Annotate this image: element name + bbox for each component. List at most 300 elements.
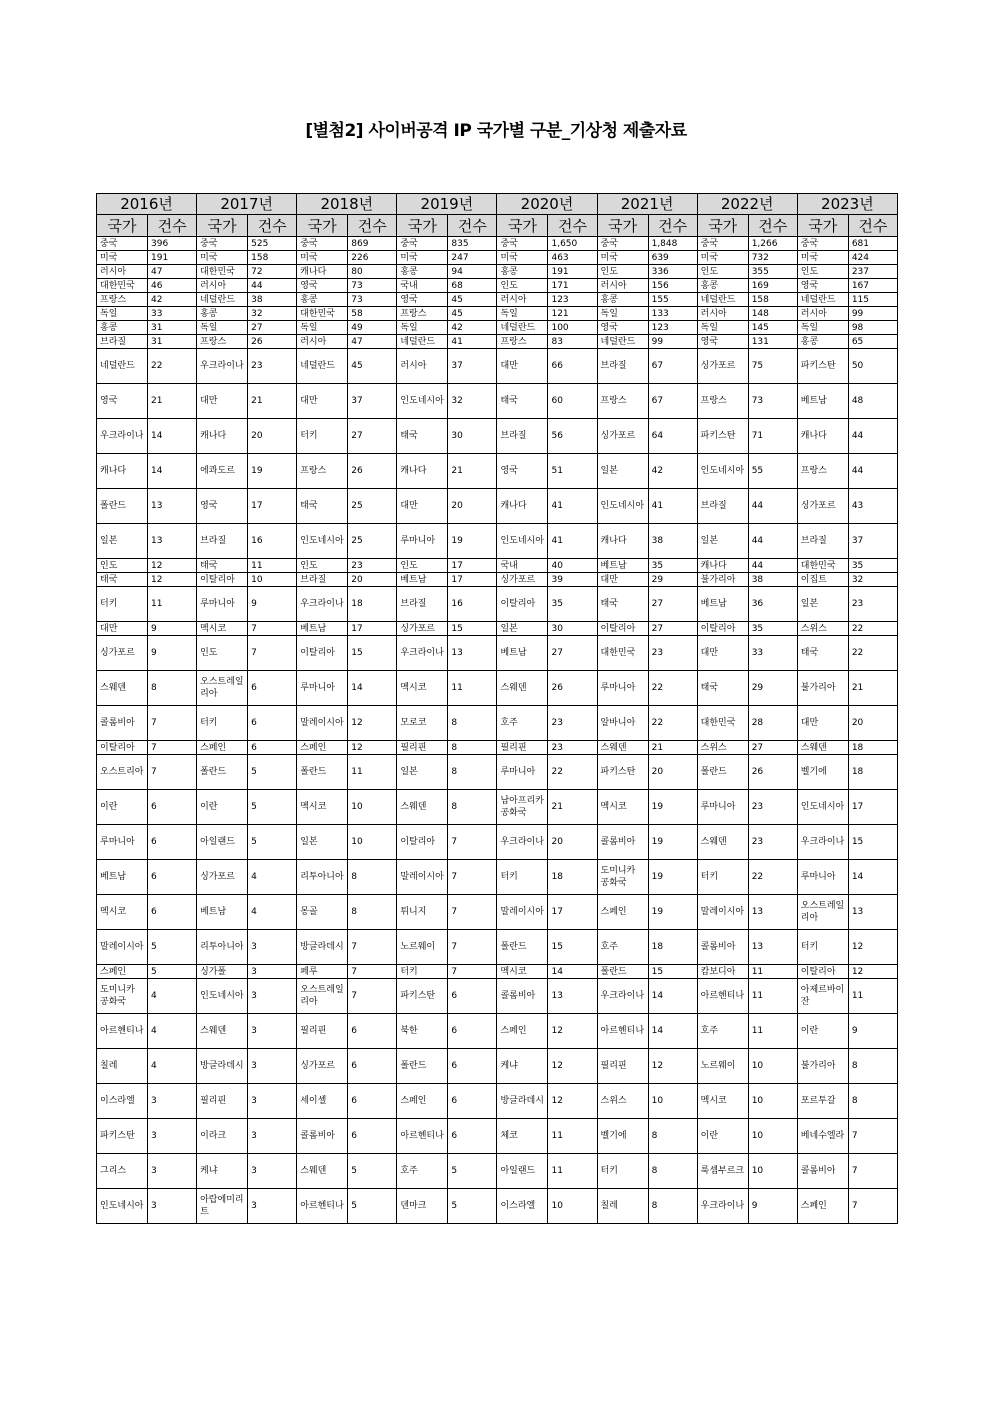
count-cell: 6 — [248, 741, 297, 755]
count-cell: 13 — [148, 524, 197, 559]
country-cell: 베트남 — [697, 587, 748, 622]
count-cell: 37 — [348, 384, 397, 419]
count-cell: 10 — [348, 790, 397, 825]
country-cell: 케냐 — [497, 1049, 548, 1084]
country-cell: 캐나다 — [697, 559, 748, 573]
country-cell: 베트남 — [397, 573, 448, 587]
country-cell: 콜롬비아 — [597, 825, 648, 860]
country-cell: 베트남 — [797, 384, 848, 419]
country-cell: 태국 — [97, 573, 148, 587]
year-header: 2023년 — [797, 194, 897, 215]
count-cell: 6 — [448, 979, 497, 1014]
country-cell: 영국 — [797, 279, 848, 293]
count-cell: 17 — [448, 559, 497, 573]
country-cell: 스웨덴 — [797, 741, 848, 755]
count-cell: 6 — [448, 1084, 497, 1119]
count-cell: 15 — [548, 930, 597, 965]
count-cell: 1,650 — [548, 237, 597, 251]
count-cell: 32 — [248, 307, 297, 321]
country-cell: 이탈리아 — [797, 965, 848, 979]
country-column-header: 국가 — [297, 215, 348, 237]
count-cell: 1,266 — [748, 237, 797, 251]
country-cell: 인도네시아 — [597, 489, 648, 524]
table-row — [97, 489, 898, 524]
count-cell: 1,848 — [648, 237, 697, 251]
count-cell: 13 — [448, 636, 497, 671]
country-cell: 우크라이나 — [197, 349, 248, 384]
country-cell: 싱가포르 — [397, 622, 448, 636]
country-cell: 대만 — [97, 622, 148, 636]
count-cell: 3 — [248, 965, 297, 979]
country-cell: 프랑스 — [297, 454, 348, 489]
count-cell: 56 — [548, 419, 597, 454]
count-cell: 3 — [248, 1119, 297, 1154]
country-cell: 리투아니아 — [297, 860, 348, 895]
count-cell: 158 — [748, 293, 797, 307]
country-cell: 인도 — [97, 559, 148, 573]
table-row — [97, 587, 898, 622]
country-cell: 스페인 — [597, 895, 648, 930]
country-cell: 일본 — [397, 755, 448, 790]
country-cell: 스웨덴 — [197, 1014, 248, 1049]
table-row — [97, 1119, 898, 1154]
count-cell: 14 — [148, 454, 197, 489]
count-cell: 40 — [548, 559, 597, 573]
count-cell: 424 — [848, 251, 897, 265]
country-ip-table — [96, 193, 898, 1224]
count-cell: 73 — [748, 384, 797, 419]
count-cell: 7 — [148, 755, 197, 790]
country-cell: 오스트레일리아 — [197, 671, 248, 706]
country-cell: 아랍에미리트 — [197, 1189, 248, 1224]
year-header: 2016년 — [97, 194, 197, 215]
country-cell: 러시아 — [197, 279, 248, 293]
count-column-header: 건수 — [148, 215, 197, 237]
count-cell: 3 — [248, 1189, 297, 1224]
country-cell: 인도네시아 — [97, 1189, 148, 1224]
country-cell: 터키 — [97, 587, 148, 622]
country-cell: 루마니아 — [597, 671, 648, 706]
country-cell: 네덜란드 — [497, 321, 548, 335]
count-cell: 5 — [148, 930, 197, 965]
count-cell: 25 — [348, 489, 397, 524]
country-cell: 홍콩 — [797, 335, 848, 349]
country-cell: 스페인 — [97, 965, 148, 979]
table-row — [97, 1084, 898, 1119]
country-cell: 방글라데시 — [497, 1084, 548, 1119]
country-cell: 홍콩 — [197, 307, 248, 321]
count-cell: 6 — [148, 860, 197, 895]
country-cell: 캐나다 — [397, 454, 448, 489]
country-cell: 네덜란드 — [597, 335, 648, 349]
count-cell: 15 — [848, 825, 897, 860]
count-cell: 20 — [248, 419, 297, 454]
country-cell: 일본 — [797, 587, 848, 622]
count-cell: 20 — [448, 489, 497, 524]
count-cell: 525 — [248, 237, 297, 251]
table-row — [97, 1189, 898, 1224]
table-row — [97, 419, 898, 454]
count-cell: 21 — [548, 790, 597, 825]
country-cell: 독일 — [597, 307, 648, 321]
count-cell: 10 — [748, 1084, 797, 1119]
table-body — [97, 237, 898, 1224]
count-cell: 3 — [248, 1154, 297, 1189]
country-cell: 루마니아 — [697, 790, 748, 825]
count-cell: 99 — [848, 307, 897, 321]
count-cell: 3 — [148, 1119, 197, 1154]
country-cell: 캐나다 — [597, 524, 648, 559]
country-cell: 태국 — [597, 587, 648, 622]
table-row — [97, 636, 898, 671]
country-cell: 터키 — [497, 860, 548, 895]
country-cell: 홍콩 — [497, 265, 548, 279]
country-cell: 러시아 — [797, 307, 848, 321]
country-cell: 영국 — [197, 489, 248, 524]
year-header: 2021년 — [597, 194, 697, 215]
country-cell: 도미니카 공화국 — [597, 860, 648, 895]
country-cell: 브라질 — [197, 524, 248, 559]
country-cell: 터키 — [597, 1154, 648, 1189]
country-cell: 오스트레일리아 — [797, 895, 848, 930]
count-cell: 11 — [548, 1119, 597, 1154]
count-cell: 7 — [248, 636, 297, 671]
count-cell: 18 — [548, 860, 597, 895]
count-cell: 28 — [748, 706, 797, 741]
count-cell: 27 — [248, 321, 297, 335]
country-cell: 네덜란드 — [197, 293, 248, 307]
country-cell: 벨기에 — [797, 755, 848, 790]
country-cell: 싱가포르 — [797, 489, 848, 524]
count-cell: 3 — [148, 1084, 197, 1119]
country-cell: 러시아 — [97, 265, 148, 279]
country-cell: 불가리아 — [697, 573, 748, 587]
count-cell: 17 — [548, 895, 597, 930]
table-row — [97, 825, 898, 860]
count-cell: 869 — [348, 237, 397, 251]
count-cell: 9 — [148, 622, 197, 636]
country-cell: 대한민국 — [597, 636, 648, 671]
country-cell: 아제르바이잔 — [797, 979, 848, 1014]
count-cell: 5 — [448, 1189, 497, 1224]
country-cell: 파키스탄 — [97, 1119, 148, 1154]
country-cell: 러시아 — [497, 293, 548, 307]
country-cell: 프랑스 — [597, 384, 648, 419]
count-cell: 20 — [548, 825, 597, 860]
table-row — [97, 1154, 898, 1189]
country-cell: 영국 — [597, 321, 648, 335]
count-cell: 14 — [848, 860, 897, 895]
country-cell: 루마니아 — [197, 587, 248, 622]
country-cell: 모로코 — [397, 706, 448, 741]
count-cell: 8 — [148, 671, 197, 706]
country-cell: 방글라데시 — [297, 930, 348, 965]
country-cell: 인도네시아 — [697, 454, 748, 489]
count-cell: 11 — [348, 755, 397, 790]
country-cell: 인도 — [197, 636, 248, 671]
country-cell: 칠레 — [597, 1189, 648, 1224]
country-cell: 브라질 — [497, 419, 548, 454]
count-cell: 12 — [648, 1049, 697, 1084]
count-cell: 25 — [348, 524, 397, 559]
count-cell: 27 — [748, 741, 797, 755]
count-cell: 3 — [248, 1014, 297, 1049]
count-cell: 18 — [848, 741, 897, 755]
country-cell: 태국 — [397, 419, 448, 454]
country-cell: 대한민국 — [697, 706, 748, 741]
count-cell: 8 — [348, 860, 397, 895]
count-cell: 10 — [548, 1189, 597, 1224]
count-cell: 121 — [548, 307, 597, 321]
count-cell: 355 — [748, 265, 797, 279]
country-cell: 이탈리아 — [397, 825, 448, 860]
count-cell: 12 — [548, 1049, 597, 1084]
country-cell: 인도 — [297, 559, 348, 573]
country-cell: 아일랜드 — [497, 1154, 548, 1189]
country-cell: 일본 — [497, 622, 548, 636]
country-cell: 네덜란드 — [97, 349, 148, 384]
country-cell: 멕시코 — [197, 622, 248, 636]
country-cell: 체코 — [497, 1119, 548, 1154]
country-cell: 콜롬비아 — [797, 1154, 848, 1189]
count-cell: 16 — [248, 524, 297, 559]
count-cell: 15 — [448, 622, 497, 636]
count-cell: 463 — [548, 251, 597, 265]
table-row — [97, 279, 898, 293]
country-cell: 브라질 — [797, 524, 848, 559]
count-cell: 23 — [348, 559, 397, 573]
country-cell: 미국 — [697, 251, 748, 265]
country-cell: 루마니아 — [97, 825, 148, 860]
count-cell: 8 — [448, 741, 497, 755]
count-cell: 18 — [648, 930, 697, 965]
count-cell: 336 — [648, 265, 697, 279]
country-cell: 스웨덴 — [97, 671, 148, 706]
country-cell: 영국 — [397, 293, 448, 307]
country-cell: 루마니아 — [397, 524, 448, 559]
country-cell: 폴란드 — [197, 755, 248, 790]
table-row — [97, 895, 898, 930]
country-cell: 이란 — [97, 790, 148, 825]
count-cell: 14 — [548, 965, 597, 979]
country-cell: 인도네시아 — [797, 790, 848, 825]
count-cell: 12 — [348, 741, 397, 755]
country-column-header: 국가 — [397, 215, 448, 237]
country-cell: 아르헨티나 — [297, 1189, 348, 1224]
count-cell: 396 — [148, 237, 197, 251]
country-cell: 스위스 — [697, 741, 748, 755]
country-cell: 남아프리카 공화국 — [497, 790, 548, 825]
count-cell: 15 — [648, 965, 697, 979]
country-cell: 베트남 — [497, 636, 548, 671]
country-cell: 이라크 — [197, 1119, 248, 1154]
country-cell: 국내 — [497, 559, 548, 573]
country-cell: 인도네시아 — [497, 524, 548, 559]
count-cell: 835 — [448, 237, 497, 251]
count-cell: 22 — [748, 860, 797, 895]
country-cell: 노르웨이 — [697, 1049, 748, 1084]
country-cell: 파키스탄 — [697, 419, 748, 454]
country-cell: 호주 — [497, 706, 548, 741]
country-cell: 호주 — [697, 1014, 748, 1049]
count-cell: 3 — [248, 1049, 297, 1084]
country-cell: 말레이시아 — [497, 895, 548, 930]
country-cell: 파키스탄 — [397, 979, 448, 1014]
country-cell: 독일 — [97, 307, 148, 321]
country-column-header: 국가 — [497, 215, 548, 237]
count-cell: 11 — [748, 1014, 797, 1049]
table-row — [97, 930, 898, 965]
count-cell: 73 — [348, 279, 397, 293]
country-cell: 대만 — [497, 349, 548, 384]
country-column-header: 국가 — [197, 215, 248, 237]
count-cell: 12 — [548, 1014, 597, 1049]
country-cell: 캄보디아 — [697, 965, 748, 979]
country-cell: 불가리아 — [797, 671, 848, 706]
count-cell: 11 — [448, 671, 497, 706]
count-cell: 6 — [348, 1084, 397, 1119]
country-cell: 필리핀 — [397, 741, 448, 755]
count-cell: 12 — [848, 930, 897, 965]
count-cell: 99 — [648, 335, 697, 349]
count-cell: 7 — [148, 706, 197, 741]
count-cell: 9 — [248, 587, 297, 622]
country-cell: 태국 — [697, 671, 748, 706]
count-cell: 5 — [248, 755, 297, 790]
count-cell: 6 — [348, 1049, 397, 1084]
country-cell: 홍콩 — [597, 293, 648, 307]
country-cell: 몽골 — [297, 895, 348, 930]
count-cell: 33 — [148, 307, 197, 321]
count-cell: 155 — [648, 293, 697, 307]
country-cell: 독일 — [397, 321, 448, 335]
country-cell: 대만 — [797, 706, 848, 741]
country-cell: 필리핀 — [197, 1084, 248, 1119]
country-cell: 프랑스 — [497, 335, 548, 349]
country-cell: 대한민국 — [297, 307, 348, 321]
count-cell: 13 — [148, 489, 197, 524]
country-cell: 브라질 — [597, 349, 648, 384]
country-cell: 이탈리아 — [497, 587, 548, 622]
table-row — [97, 293, 898, 307]
country-cell: 브라질 — [397, 587, 448, 622]
table-row — [97, 1014, 898, 1049]
count-cell: 7 — [848, 1119, 897, 1154]
country-cell: 인도네시아 — [297, 524, 348, 559]
count-cell: 3 — [148, 1189, 197, 1224]
country-cell: 러시아 — [697, 307, 748, 321]
count-column-header: 건수 — [248, 215, 297, 237]
count-cell: 46 — [148, 279, 197, 293]
country-cell: 아르헨티나 — [97, 1014, 148, 1049]
country-cell: 인도네시아 — [197, 979, 248, 1014]
country-cell: 멕시코 — [497, 965, 548, 979]
country-cell: 대한민국 — [97, 279, 148, 293]
count-cell: 7 — [348, 930, 397, 965]
country-cell: 페루 — [297, 965, 348, 979]
country-cell: 인도 — [797, 265, 848, 279]
country-cell: 멕시코 — [697, 1084, 748, 1119]
count-cell: 17 — [848, 790, 897, 825]
count-cell: 6 — [248, 671, 297, 706]
country-cell: 스페인 — [797, 1189, 848, 1224]
count-cell: 37 — [448, 349, 497, 384]
count-cell: 19 — [448, 524, 497, 559]
table-row — [97, 265, 898, 279]
country-cell: 북한 — [397, 1014, 448, 1049]
country-cell: 우크라이나 — [97, 419, 148, 454]
count-cell: 30 — [448, 419, 497, 454]
country-cell: 이스라엘 — [497, 1189, 548, 1224]
count-cell: 38 — [248, 293, 297, 307]
count-cell: 11 — [548, 1154, 597, 1189]
country-cell: 스위스 — [797, 622, 848, 636]
count-cell: 27 — [648, 622, 697, 636]
count-cell: 8 — [648, 1189, 697, 1224]
count-cell: 50 — [848, 349, 897, 384]
country-cell: 멕시코 — [397, 671, 448, 706]
count-cell: 226 — [348, 251, 397, 265]
country-cell: 폴란드 — [597, 965, 648, 979]
count-cell: 115 — [848, 293, 897, 307]
country-cell: 그리스 — [97, 1154, 148, 1189]
country-cell: 태국 — [797, 636, 848, 671]
count-cell: 8 — [448, 706, 497, 741]
count-cell: 6 — [348, 1119, 397, 1154]
table-row — [97, 349, 898, 384]
country-cell: 스웨덴 — [597, 741, 648, 755]
country-cell: 호주 — [597, 930, 648, 965]
country-cell: 칠레 — [97, 1049, 148, 1084]
count-cell: 60 — [548, 384, 597, 419]
country-cell: 멕시코 — [597, 790, 648, 825]
country-cell: 오스트리아 — [97, 755, 148, 790]
country-cell: 벨기에 — [597, 1119, 648, 1154]
country-cell: 말레이시아 — [397, 860, 448, 895]
country-cell: 멕시코 — [297, 790, 348, 825]
count-cell: 44 — [748, 489, 797, 524]
country-cell: 필리핀 — [597, 1049, 648, 1084]
country-cell: 독일 — [297, 321, 348, 335]
count-cell: 44 — [748, 559, 797, 573]
count-cell: 27 — [648, 587, 697, 622]
table-row — [97, 321, 898, 335]
count-cell: 10 — [748, 1154, 797, 1189]
count-cell: 133 — [648, 307, 697, 321]
count-cell: 26 — [348, 454, 397, 489]
count-cell: 44 — [748, 524, 797, 559]
table-row — [97, 524, 898, 559]
count-cell: 29 — [748, 671, 797, 706]
country-cell: 이란 — [797, 1014, 848, 1049]
count-cell: 98 — [848, 321, 897, 335]
count-cell: 4 — [248, 860, 297, 895]
count-cell: 9 — [848, 1014, 897, 1049]
count-cell: 8 — [448, 755, 497, 790]
count-cell: 732 — [748, 251, 797, 265]
count-cell: 14 — [348, 671, 397, 706]
count-cell: 35 — [848, 559, 897, 573]
count-cell: 191 — [148, 251, 197, 265]
count-column-header: 건수 — [548, 215, 597, 237]
count-cell: 156 — [648, 279, 697, 293]
count-cell: 18 — [348, 587, 397, 622]
table-row — [97, 384, 898, 419]
count-cell: 123 — [548, 293, 597, 307]
country-cell: 캐나다 — [797, 419, 848, 454]
country-cell: 이스라엘 — [97, 1084, 148, 1119]
country-cell: 폴란드 — [97, 489, 148, 524]
